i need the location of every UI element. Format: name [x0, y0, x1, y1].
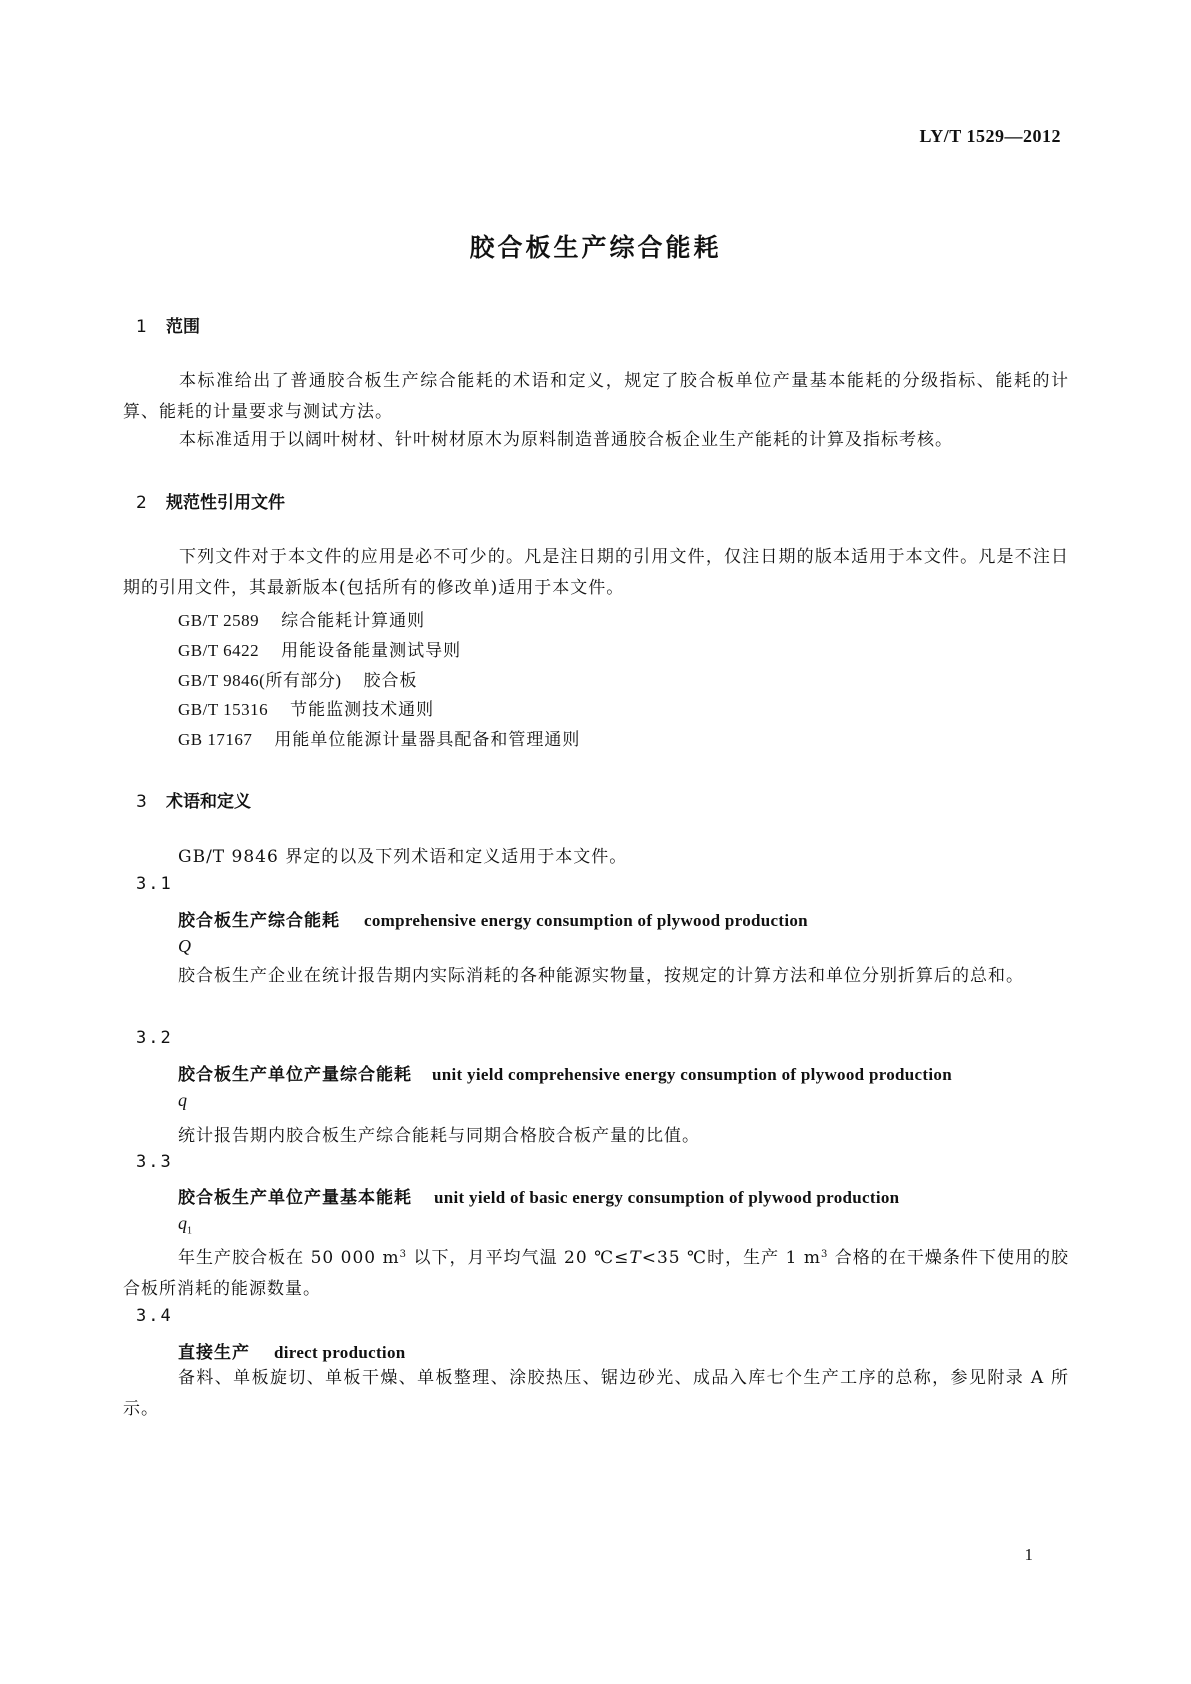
reference-code: GB/T 9846(所有部分) — [178, 671, 342, 690]
section-title: 术语和定义 — [166, 792, 251, 812]
term-chinese: 胶合板生产单位产量基本能耗 — [178, 1188, 412, 1208]
reference-title: 用能单位能源计量器具配备和管理通则 — [274, 730, 581, 750]
clause-number: 3.2 — [136, 1028, 173, 1048]
term-chinese: 胶合板生产单位产量综合能耗 — [178, 1065, 412, 1085]
clause-number: 3.1 — [136, 874, 173, 894]
clause-number: 3.3 — [136, 1152, 173, 1172]
page-number: 1 — [1024, 1545, 1033, 1564]
reference-item — [178, 725, 580, 750]
symbol-subscript: 1 — [187, 1225, 192, 1237]
term-entry — [178, 1183, 899, 1208]
section-title: 范围 — [166, 317, 200, 337]
section-1-heading — [136, 312, 200, 337]
term-definition: 备料、单板旋切、单板干燥、单板整理、涂胶热压、锯边砂光、成品入库七个生产工序的总称，参见附录 A 所示。 — [123, 1368, 1069, 1419]
reference-title: 胶合板 — [363, 671, 418, 691]
reference-code: GB/T 6422 — [178, 641, 260, 660]
section-3-heading — [136, 787, 251, 812]
reference-code: GB/T 15316 — [178, 700, 269, 719]
term-definition: 年生产胶合板在 50 000 $m^3$ 以下，月平均气温 20 ℃≤T<35 ℃时，生产 1 $m^3$ 合格的在干燥条件下使用的胶合板所消耗的能源数量。 — [123, 1248, 1070, 1299]
term-entry — [178, 1060, 952, 1085]
section-number: 1 — [136, 317, 147, 337]
reference-title: 节能监测技术通则 — [290, 700, 435, 720]
section-title: 规范性引用文件 — [166, 493, 285, 513]
term-definition: 胶合板生产企业在统计报告期内实际消耗的各种能源实物量，按规定的计算方法和单位分别折算后的总和。 — [178, 966, 1024, 986]
term-english: unit yield of basic energy consumption of plywood production — [434, 1188, 900, 1207]
scope-paragraph-2: 本标准适用于以阔叶树材、针叶树材原木为原料制造普通胶合板企业生产能耗的计算及指标考核。 — [179, 430, 953, 450]
reference-title: 用能设备能量测试导则 — [281, 641, 462, 661]
reference-code: GB/T 2589 — [178, 611, 260, 630]
symbol-base: q — [178, 1213, 187, 1233]
reference-item — [178, 666, 418, 691]
reference-title: 综合能耗计算通则 — [281, 611, 426, 631]
term-symbol — [178, 1213, 192, 1237]
term-entry — [178, 1338, 406, 1363]
terms-intro: GB/T 9846 界定的以及下列术语和定义适用于本文件。 — [178, 847, 628, 867]
reference-code: GB 17167 — [178, 730, 253, 749]
term-english: comprehensive energy consumption of plywood production — [364, 911, 808, 930]
term-definition: 统计报告期内胶合板生产综合能耗与同期合格胶合板产量的比值。 — [178, 1126, 700, 1146]
clause-number: 3.4 — [136, 1306, 173, 1326]
reference-item — [178, 606, 425, 631]
term-entry — [178, 906, 808, 931]
scope-paragraph-1: 本标准给出了普通胶合板生产综合能耗的术语和定义，规定了胶合板单位产量基本能耗的分级指标、能耗的计算、能耗的计量要求与测试方法。 — [123, 371, 1069, 422]
term-english: unit yield comprehensive energy consumption of plywood production — [432, 1065, 952, 1084]
document-title: 胶合板生产综合能耗 — [469, 233, 722, 262]
normative-references-intro: 下列文件对于本文件的应用是必不可少的。凡是注日期的引用文件，仅注日期的版本适用于本文件。凡是不注日期的引用文件，其最新版本(包括所有的修改单)适用于本文件。 — [123, 547, 1069, 598]
section-number: 3 — [136, 792, 147, 812]
section-number: 2 — [136, 493, 147, 513]
section-2-heading — [136, 488, 285, 513]
term-english: direct production — [274, 1343, 406, 1362]
term-symbol: Q — [178, 936, 191, 956]
term-chinese: 胶合板生产综合能耗 — [178, 911, 340, 931]
term-chinese: 直接生产 — [178, 1343, 250, 1363]
term-symbol: q — [178, 1090, 187, 1110]
reference-item — [178, 636, 461, 661]
reference-item — [178, 695, 434, 720]
standard-number: LY/T 1529—2012 — [919, 126, 1061, 146]
